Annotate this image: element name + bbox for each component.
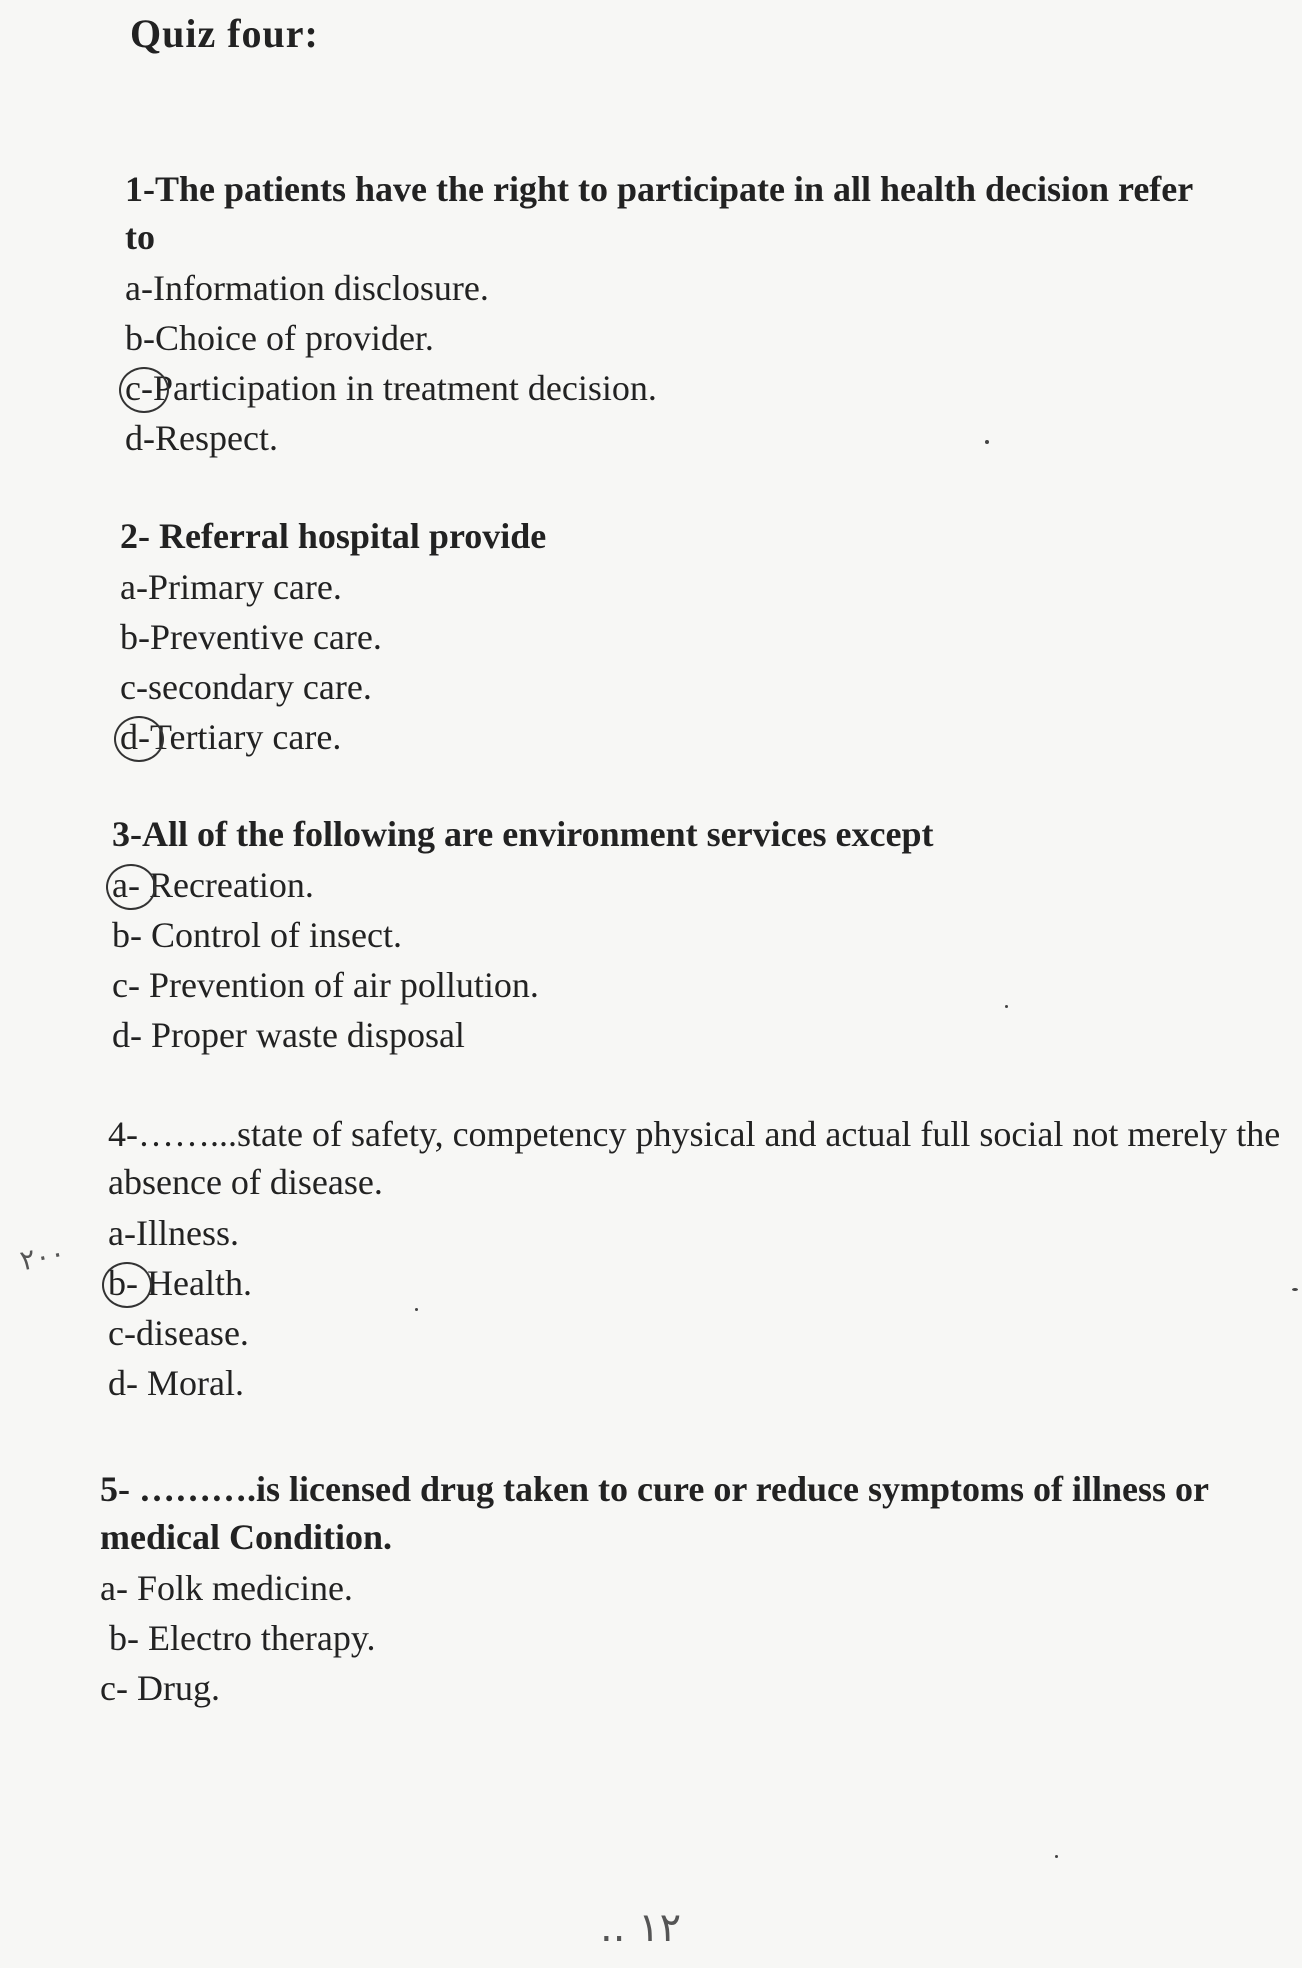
speck <box>985 440 989 444</box>
option: d- Moral. <box>108 1363 244 1403</box>
answer-circle-mark <box>102 1262 152 1308</box>
option: d-Respect. <box>125 418 278 458</box>
question-5 <box>100 1465 1290 1713</box>
option: a-Primary care. <box>120 567 342 607</box>
answer-circle-mark <box>106 864 156 910</box>
question-text: 4-……...state of safety, competency physical and actual full social not merely the absence of disease. <box>108 1114 1281 1202</box>
option: b-Preventive care. <box>120 617 382 657</box>
option: a- Folk medicine. <box>100 1568 353 1608</box>
option-label: a- Recreation. <box>112 865 314 905</box>
page-title: Quiz four: <box>130 11 319 56</box>
option: b- Electro therapy. <box>100 1618 376 1658</box>
option: a-Information disclosure. <box>125 268 489 308</box>
question-text: 3-All of the following are environment services except <box>112 814 934 854</box>
option-label: b- Health. <box>108 1263 252 1303</box>
option-label: d-Tertiary care. <box>120 717 342 757</box>
question-text: 2- Referral hospital provide <box>120 516 547 556</box>
handwritten-margin-score: ٢٠٠ <box>17 1235 69 1278</box>
option-circled <box>112 860 1302 910</box>
speck <box>1292 1288 1298 1291</box>
speck <box>415 1308 418 1311</box>
option-label: c-Participation in treatment decision. <box>125 368 657 408</box>
option: d- Proper waste disposal <box>112 1015 465 1055</box>
speck <box>1055 1855 1058 1858</box>
answer-circle-mark <box>119 367 169 413</box>
question-text: 5- ……….is licensed drug taken to cure or reduce symptoms of illness or medical Condition. <box>100 1469 1209 1557</box>
question-text: 1-The patients have the right to participate in all health decision refer to <box>125 169 1193 257</box>
speck <box>1005 1005 1008 1008</box>
option-circled <box>125 363 1302 413</box>
option: b- Control of insect. <box>112 915 402 955</box>
question-1 <box>125 165 1302 463</box>
option: b-Choice of provider. <box>125 318 434 358</box>
answer-circle-mark <box>114 716 164 762</box>
option: a-Illness. <box>108 1213 239 1253</box>
question-4 <box>108 1110 1298 1408</box>
option: c- Drug. <box>100 1668 220 1708</box>
option: c-secondary care. <box>120 667 372 707</box>
option-circled <box>108 1258 1298 1308</box>
question-3 <box>112 810 1302 1060</box>
question-2 <box>120 512 1302 762</box>
option-circled <box>120 712 1302 762</box>
option: c-disease. <box>108 1313 249 1353</box>
option: c- Prevention of air pollution. <box>112 965 539 1005</box>
handwritten-bottom-score: .. ١٢ <box>600 1905 682 1951</box>
